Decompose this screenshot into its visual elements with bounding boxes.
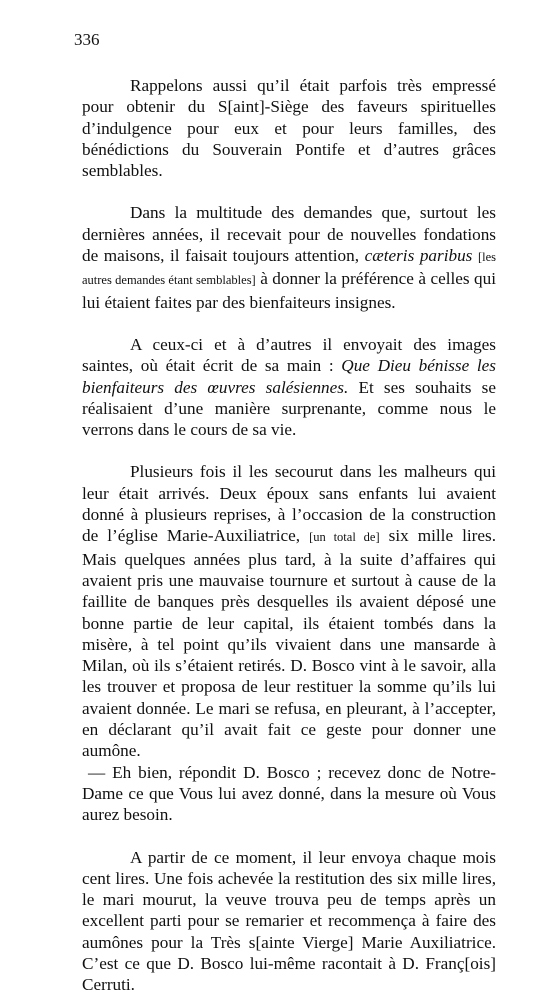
paragraph-indulgences-text: Rappelons aussi qu’il était parfois très empressé pour obtenir du S[aint]-Siège des faveurs spirituelles d’indulgence pour eux et pour leurs familles, des bénédictions du Souverain Pontife et d’autres grâces semblables.	[82, 76, 496, 181]
paragraph-holy-images-text-before: A ceux-ci et à d’autres il envoyait des images saintes, où était écrit de sa main :	[82, 334, 496, 376]
paragraph-holy-images-text-after: Et ses souhaits se réalisaient d’une manière surprenante, comme nous le verrons dans le cours de sa vie.	[82, 377, 496, 440]
paragraph-couple-story-text-before: Plusieurs fois il les secourut dans les malheurs qui leur était arrivés. Deux époux sans enfants lui avaient donné à plusieurs reprises, à l’occasion de la construction de l’église Marie-Auxiliatrice,	[82, 462, 496, 546]
paragraph-couple-story-text-after: six mille lires. Mais quelques années plus tard, à la suite d’affaires qui avaient pris une mauvaise tournure et surtout à cause de la faillite de banques près desquelles ils avaient déposé une bonne partie de leur capital, ils étaient tombés dans la misère, à tel point qu’ils vivaient dans une mansarde à Milan, où ils s’étaient retirés. D. Bosco vint à le savoir, alla les trouver et proposa de leur restituer la somme qu’ils lui avaient donnée. Le mari se refusa, en pleurant, à l’accepter, en déclarant qu’il avait fait ce geste pour donner une aumône.	[82, 526, 496, 761]
paragraph-foundations	[82, 202, 496, 312]
paragraph-dialogue	[82, 762, 496, 826]
paragraph-dialogue-text: — Eh bien, répondit D. Bosco ; recevez donc de Notre-Dame ce que Vous lui avez donné, dans la mesure où Vous aurez besoin.	[82, 762, 496, 825]
blessing-quote: Que Dieu bénisse les bienfaiteurs des œuvres salésiennes.	[82, 356, 496, 397]
paragraph-conclusion-text: A partir de ce moment, il leur envoya chaque mois cent lires. Une fois achevée la restitution des six mille lires, le mari mourut, la veuve trouva peu de temps après un excellent parti pour se remarier et recommença à faire des aumônes pour la Très s[ainte Vierge] Marie Auxiliatrice. C’est ce que D. Bosco lui-même racontait à D. Franç[ois] Cerruti.	[82, 847, 496, 995]
paragraph-foundations-text-after: à donner la préférence à celles qui lui étaient faites par des bienfaiteurs insignes.	[82, 269, 497, 312]
paragraph-holy-images	[82, 334, 496, 440]
paragraph-conclusion	[82, 847, 496, 996]
latin-phrase: cæteris paribus	[364, 246, 473, 266]
paragraph-indulgences	[82, 75, 496, 181]
paragraph-foundations-text-before: Dans la multitude des demandes que, surtout les dernières années, il recevait pour de nouvelles fondations de maisons, il faisait toujours attention,	[82, 203, 496, 266]
page-number: 336	[74, 30, 100, 49]
editorial-bracket-total: [un total de]	[309, 530, 380, 545]
paragraph-couple-story	[82, 461, 496, 761]
body-text	[82, 75, 496, 996]
editorial-bracket-note: [les autres demandes étant semblables]	[82, 250, 496, 288]
